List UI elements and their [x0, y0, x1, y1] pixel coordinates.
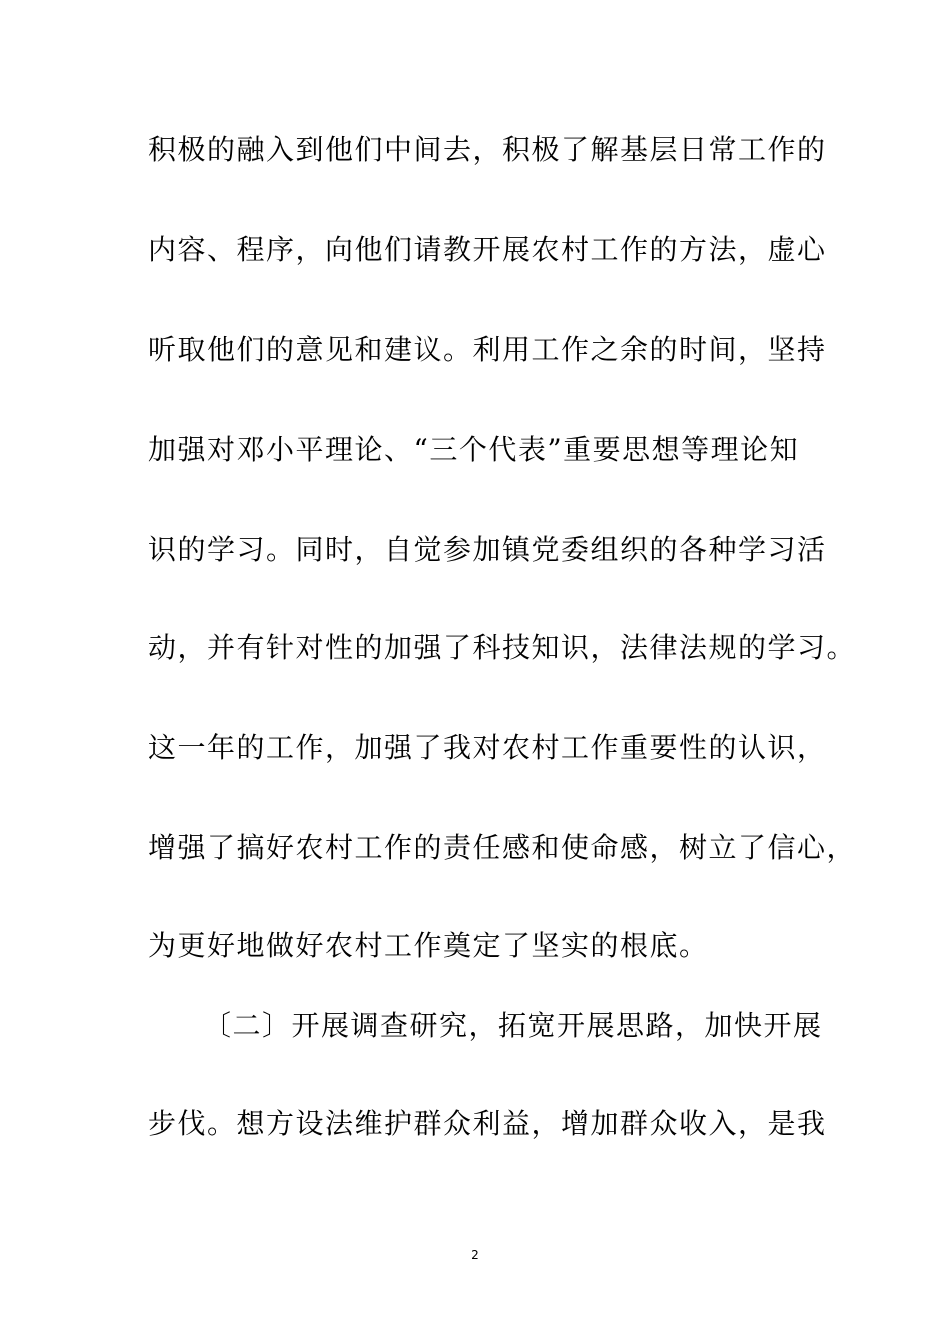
text-line-6: 动，并有针对性的加强了科技知识，法律法规的学习。: [148, 631, 857, 664]
text-line-11: 步伐。想方设法维护群众利益，增加群众收入，是我: [148, 1107, 827, 1140]
text-line-4: 加强对邓小平理论、“三个代表”重要思想等理论知: [148, 433, 800, 466]
text-line-1: 积极的融入到他们中间去，积极了解基层日常工作的: [148, 133, 827, 166]
text-line-7: 这一年的工作，加强了我对农村工作重要性的认识，: [148, 731, 827, 764]
page-number: 2: [471, 1248, 479, 1262]
section-heading-line: 〔二〕开展调查研究，拓宽开展思路，加快开展: [203, 1009, 823, 1042]
text-line-5: 识的学习。同时，自觉参加镇党委组织的各种学习活: [148, 533, 827, 566]
text-line-8: 增强了搞好农村工作的责任感和使命感，树立了信心，: [148, 831, 857, 864]
text-line-9: 为更好地做好农村工作奠定了坚实的根底。: [148, 929, 709, 962]
text-line-3: 听取他们的意见和建议。利用工作之余的时间，坚持: [148, 333, 827, 366]
text-line-2: 内容、程序，向他们请教开展农村工作的方法，虚心: [148, 233, 827, 266]
